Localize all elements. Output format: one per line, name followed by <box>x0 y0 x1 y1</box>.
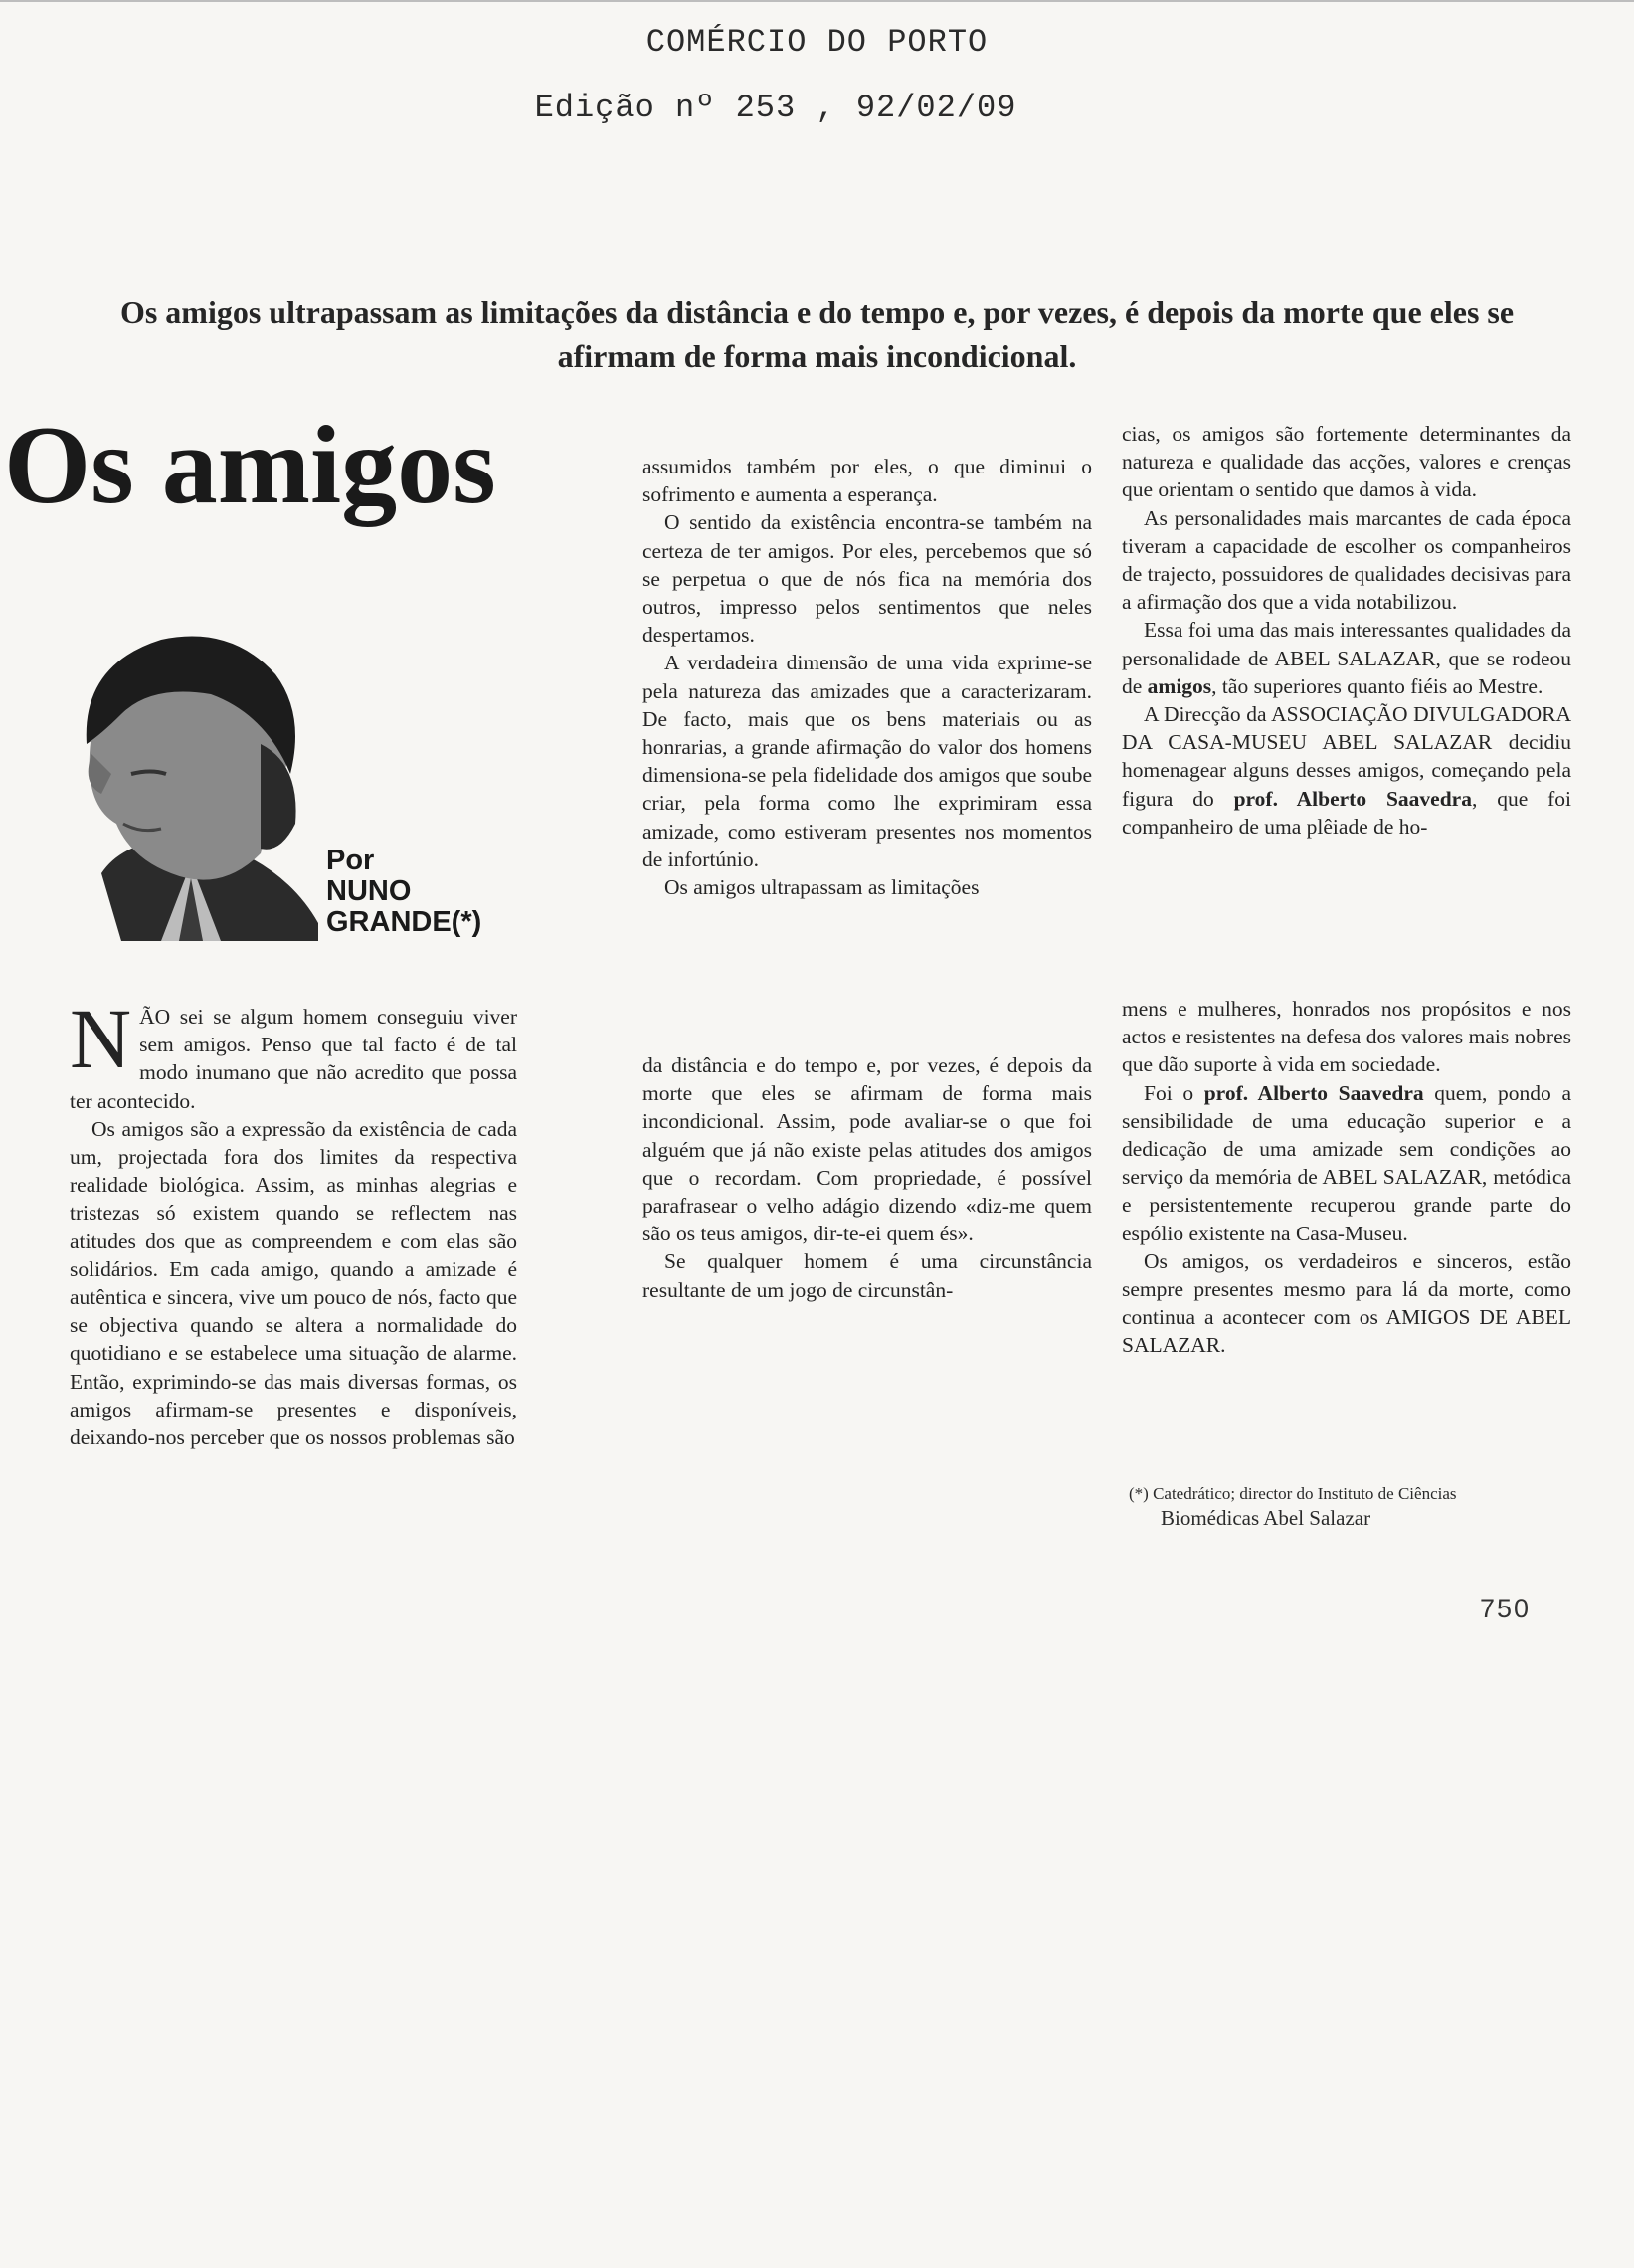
paragraph: mens e mulheres, honrados nos propósitos e nos actos e resistentes na defesa dos valores mais nobres que dão suporte à vida em sociedade. <box>1122 997 1571 1077</box>
paragraph: assumidos também por eles, o que diminui o sofrimento e aumenta a esperança. <box>642 455 1092 507</box>
paragraph <box>70 991 517 1115</box>
scan-top-edge <box>0 0 1634 2</box>
drop-cap: N <box>70 991 132 1086</box>
paragraph: O sentido da existência encontra-se também na certeza de ter amigos. Por eles, percebemos que só se perpetua o que de nós fica na memória dos outros, impresso pelos sentimentos que neles despertamos. <box>642 510 1092 648</box>
byline-prefix: Por <box>326 845 375 876</box>
paragraph: A verdadeira dimensão de uma vida exprime-se pela natureza das amizades que a caracterizaram. De facto, mais que os bens materiais ou as honrarias, a grande afirmação do valor dos homens dimensiona-se pela fidelidade dos amigos que soube criar, pela forma como lhe exprimiram essa amizade, como estiveram presentes nos momentos de infortúnio. <box>642 651 1092 871</box>
page-number: 750 <box>1480 1594 1532 1623</box>
paragraph <box>1122 616 1571 700</box>
paragraph-text: Essa foi uma das mais interessantes qualidades da personalidade de ABEL SALAZAR, que se rodeou de <box>1122 618 1571 698</box>
paragraph: Os amigos são a expressão da existência de cada um, projectada fora dos limites da respectiva realidade biológica. Assim, as minhas alegrias e tristezas só existem quando se reflectem nas atitudes dos que as compreendem e com elas são solidários. Em cada amigo, quando a amizade é autêntica e sincera, vive um pouco de nós, facto que se objectiva quando se altera a normalidade do quotidiano e se estabelece uma situação de alarme. Então, exprimindo-se das mais diversas formas, os amigos afirmam-se presentes e disponíveis, deixando-nos perceber que os nossos problemas são <box>70 1116 517 1450</box>
paragraph-text: quem, pondo a sensibilidade de uma educação superior e a dedicação de uma amizade sem condições ao serviço da memória de ABEL SALAZAR, metódica e persistentemente recuperou grande parte do espólio existente na Casa-Museu. <box>1122 1080 1571 1245</box>
paragraph-text: Foi o <box>1144 1080 1204 1105</box>
paragraph: da distância e do tempo e, por vezes, é depois da morte que eles se afirmam de forma mais incondicional. Assim, pode avaliar-se o que foi alguém que já não existe pelas atitudes dos amigos que o recordam. Com propriedade, é possível parafrasear o velho adágio dizendo «diz-me quem são os teus amigos, dir-te-ei quem és». <box>642 1053 1092 1246</box>
article-column-3-top <box>1122 420 1571 841</box>
paragraph-text: , tão superiores quanto fiéis ao Mestre. <box>1211 673 1543 698</box>
paragraph: Os amigos ultrapassam as limitações <box>664 875 980 900</box>
footnote-line: (*) Catedrático; director do Instituto de Ciências <box>1129 1484 1457 1503</box>
source-header: COMÉRCIO DO PORTO <box>645 24 989 61</box>
author-footnote <box>1129 1482 1566 1530</box>
paragraph <box>1122 700 1571 841</box>
paragraph-text: , que foi companheiro de uma plêiade de ho- <box>1122 786 1571 839</box>
paragraph-text: A Direcção da ASSOCIAÇÃO DIVULGADORA DA CASA-MUSEU ABEL SALAZAR decidiu homenagear alguns desses amigos, começando pela figura do <box>1122 702 1571 811</box>
emphasis: prof. Alberto Saavedra <box>1233 786 1472 811</box>
article-column-1 <box>70 991 517 1451</box>
paragraph: Os amigos, os verdadeiros e sinceros, estão sempre presentes mesmo para lá da morte, como continua a acontecer com os AMIGOS DE ABEL SALAZAR. <box>1122 1248 1571 1358</box>
byline-name-first: NUNO <box>326 875 412 907</box>
byline-name-last: GRANDE(*) <box>326 906 482 938</box>
article-column-2-top <box>642 453 1092 901</box>
paragraph: cias, os amigos são fortemente determinantes da natureza e qualidade das acções, valores e crenças que orientam o sentido que damos à vida. <box>1122 422 1571 502</box>
paragraph: As personalidades mais marcantes de cada época tiveram a capacidade de escolher os companheiros de trajecto, possuidores de qualidades decisivas para a afirmação dos que a vida notabilizou. <box>1122 505 1571 615</box>
article-column-2-bottom <box>642 1051 1092 1304</box>
article-lead: Os amigos ultrapassam as limitações da distância e do tempo e, por vezes, é depois da morte que eles se afirmam de forma mais incondicional. <box>119 294 1515 374</box>
article-column-3-bottom <box>1122 995 1571 1360</box>
edition-header: Edição nº 253 , 92/02/09 <box>534 90 1017 126</box>
paragraph <box>1122 1079 1571 1247</box>
article-title: Os amigos <box>4 404 496 527</box>
author-portrait <box>62 625 318 941</box>
emphasis: prof. Alberto Saavedra <box>1203 1080 1424 1105</box>
paragraph-text: ÃO sei se algum homem conseguiu viver sem amigos. Penso que tal facto é de tal modo inumano que não acredito que possa ter acontecido. <box>70 1005 517 1113</box>
footnote-line: Biomédicas Abel Salazar <box>1161 1506 1371 1530</box>
paragraph: Se qualquer homem é uma circunstância resultante de um jogo de circunstân- <box>642 1249 1092 1302</box>
emphasis: amigos <box>1147 673 1212 698</box>
byline <box>326 846 481 938</box>
